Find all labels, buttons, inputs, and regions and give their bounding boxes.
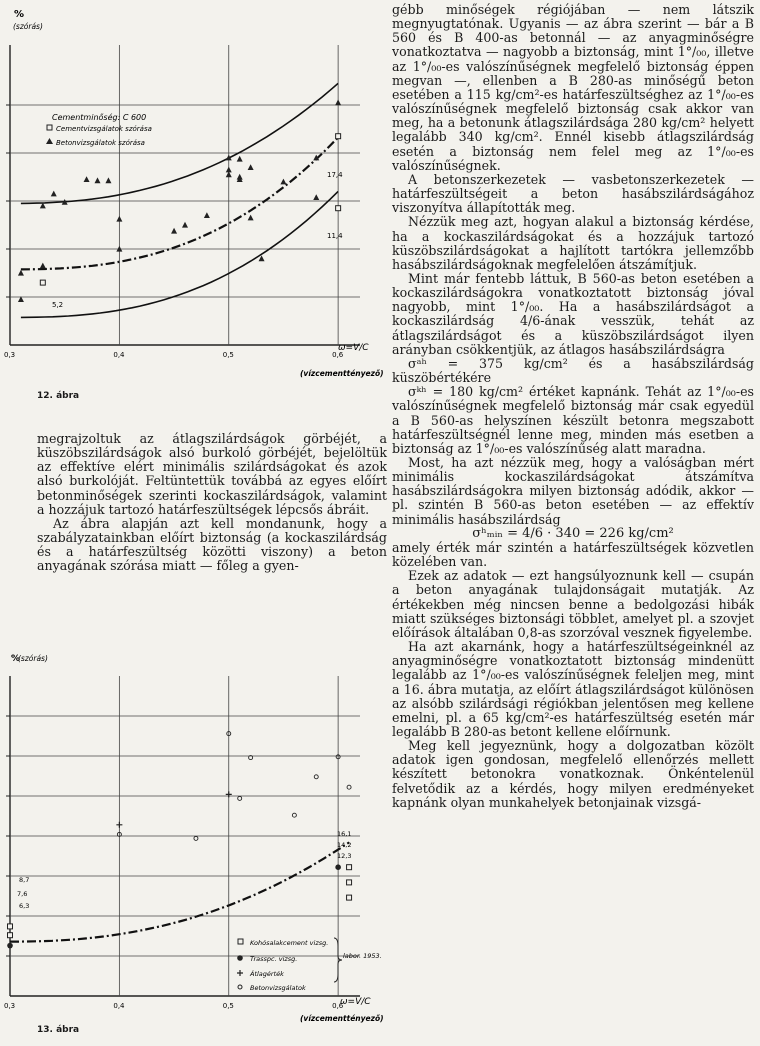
f13-point-circle [194,836,198,840]
fig13-legend-bracket-label: labor. 1953. [343,952,382,960]
f12-point-triangle [182,222,188,228]
fig13-curves [10,841,352,941]
f12-point-triangle [204,212,210,218]
f13-point-dot [335,864,341,870]
fig13-x-axis-unit: (vízcementtényező) [300,1014,384,1023]
f12-point-triangle [313,194,319,200]
left-paragraph-2: Az ábra alapján azt kell mondanunk, hogy a szabályzatainkban előírt biztonság (a kockaszilárdság és a határfeszültség közötti viszony) a beton anyagának szórása miatt — főleg a gyen- [37,515,387,574]
left-column-text [37,432,387,574]
f12-point-triangle [248,164,254,170]
f12-point-triangle [171,228,177,234]
f13-point-circle [314,775,318,779]
figure-13-chart [0,646,390,1046]
f13-x-tick-label: 0,5 [222,1002,234,1010]
f13-curve-mean [10,841,352,941]
f12-point-triangle [335,99,341,105]
f12-curve-lower [21,191,338,317]
right-paragraph-6: σᵏʰ = 180 kg/cm² értéket kapnánk. Tehát az 1°/₀₀-es valószínűségnek megfelelő biztonság már csak egyedül a B 560-as helyszínen készült betonra megszabott határfeszültségnél lenne meg, minden más esetben a biztonság az 1°/₀₀-es valószínűség alatt maradna. [392,384,754,456]
fig12-x-ticks [4,351,344,359]
right-paragraph-4: Mint már fentebb láttuk, B 560-as beton esetében a kockaszilárdságokra vonatkoztatott biztonság jóval nagyobb, mint 1°/₀₀. Ha a hasábszilárdságot a kockaszilárdság 4/6-ának vesszük, tehát az átlagszilárdságot és a küszöbszilárdságot ilyen arányban csökkentjük, az átlagos hasábszilárdságra [392,270,754,357]
fig13-legend-item-trassz: Trasspc. vizsg. [250,955,298,963]
f12-point-triangle [105,177,111,183]
fig13-annotation-7-6: 7,6 [17,890,28,898]
f13-point-square [347,895,352,900]
f13-x-tick-label: 0,6 [332,1002,344,1010]
fig13-grid [6,676,360,996]
fig13-annotation-12-3: 12,3 [337,852,352,860]
fig13-legend-square-marker [238,939,243,944]
fig13-legend-item-beton: Betonvizsgálatok [250,984,306,992]
fig13-legend-open-circle-marker [238,985,242,989]
f12-x-tick-label: 0,5 [222,351,234,359]
f12-x-tick-label: 0,6 [332,351,344,359]
fig13-annotation-6-3: 6,3 [19,902,30,910]
f12-point-triangle [237,156,243,162]
fig13-legend-item-kohosalak: Kohósalakcement vizsg. [250,939,329,947]
right-paragraph-5: σᵃʰ = 375 kg/cm² és a hasábszilárdság küszöbértékére [392,355,754,386]
f12-point-triangle [95,177,101,183]
fig13-y-axis-label: % [11,654,21,664]
f13-point-circle [238,796,242,800]
f13-point-cross [116,822,122,828]
f12-point-triangle [84,176,90,182]
fig13-x-ticks [4,1002,344,1010]
f12-point-square [40,280,45,285]
figure-12-caption: 12. ábra [37,391,80,401]
right-paragraph-2: A betonszerkezetek — vasbetonszerkezetek — határfeszültségeit a beton hasábszilárdságához viszonyítva állapították meg. [392,171,754,216]
fig12-x-axis-unit: (vízcementtényező) [300,369,384,378]
fig12-legend-square-marker [47,125,52,130]
fig12-legend-item-cement: Cementvizsgálatok szórása [56,125,152,133]
f12-point-triangle [51,191,57,197]
fig13-legend-item-atlag: Átlagérték [250,970,284,978]
right-paragraph-8: amely érték már szintén a határfeszültségek közvetlen közelében van. [392,539,754,570]
fig12-y-axis-unit: (szórás) [13,22,43,31]
fig13-annotation-8-7: 8,7 [19,876,30,884]
fig12-y-axis-label: % [14,9,25,20]
fig13-annotation-16-1: 16,1 [337,830,352,838]
f13-point-dot [7,943,13,949]
fig13-legend-cross-marker [237,970,243,976]
f13-point-square [8,924,13,929]
f12-point-triangle [280,179,286,185]
f13-point-cross [226,791,232,797]
fig12-annotation-17-4: 17,4 [327,171,343,179]
f12-x-tick-label: 0,4 [113,351,125,359]
right-paragraph-1: gébb minőségek régiójában — nem látszik megnyugtatónak. Ugyanis — az ábra szerint — bár a B 560 és B 400-as betonnál — az anyagminőségre vonatkoztatva — nagyobb a biztonság, mint 1°/₀₀, illetve az 1°/₀₀-es valószínűségnek megfelelő biztonság éppen megvan —, ellenben a B 280-as minőségű beton esetében a 115 kg/cm²-es határfeszültséghez az 1°/₀₀-es valószínűségnek megfelelő biztonság csak akkor van meg, ha a betonunk átlagszilárdsága 280 kg/cm² helyett legalább 340 kg/cm². Ennél kisebb átlagszilárdság esetén a biztonság nem felel meg az 1°/₀₀-es valószínűségnek. [392,2,754,173]
f13-x-tick-label: 0,3 [4,1002,16,1010]
f12-point-square [336,206,341,211]
f12-point-triangle [226,167,232,173]
f12-point-triangle [248,215,254,221]
fig12-grid [6,45,360,345]
fig12-legend-title: Cementminőség: C 600 [52,113,147,122]
fig12-x-axis-label: ω=V/C [338,343,369,353]
fig13-x-axis-label: ω=V/C [340,997,371,1007]
f12-point-square [336,134,341,139]
formula-min-strength: σʰₘᵢₙ = 4/6 · 340 = 226 kg/cm² [472,525,674,541]
f12-point-triangle [116,216,122,222]
f12-x-tick-label: 0,3 [4,351,16,359]
figure-13-caption: 13. ábra [37,1025,80,1035]
f12-point-triangle [18,270,24,276]
right-paragraph-9: Ezek az adatok — ezt hangsúlyoznunk kell — csupán a beton anyagának tulajdonságait mutatják. Az értékekben még nincsen benne a bedolgozási hibák miatt szükséges biztonsági többlet, amelyet pl. a szovjet előírások általában 0,8-as szorzóval vesznek figyelembe. [392,568,754,640]
f13-point-square [8,933,13,938]
fig13-annotation-14-2: 14,2 [337,841,352,849]
f12-point-triangle [40,263,46,269]
f13-point-circle [292,813,296,817]
right-paragraph-10: Ha azt akarnánk, hogy a határfeszültségeinknél az anyagminőségre vonatkoztatott biztonság mindenütt legalább az 1°/₀₀-es valószínűségnek feleljen meg, mint a 16. ábra mutatja, az előírt átlagszilárdságot különösen az alsóbb szilárdsági régiókban jelentősen meg kellene emelni, pl. a 65 kg/cm²-es határfeszültség esetén már legalább B 280-as betont kellene előírnunk. [392,639,754,739]
fig13-y-axis-unit: (szórás) [18,654,48,663]
f12-curve-mean [21,137,338,269]
fig12-legend-triangle-marker [46,138,53,144]
figure-12-chart [0,0,390,415]
f13-x-tick-label: 0,4 [113,1002,125,1010]
fig12-annotation-11-4: 11,4 [327,232,343,240]
right-column-text [392,3,754,810]
left-paragraph-1: megrajzoltuk az átlagszilárdságok görbéjét, a küszöbszilárdságok alsó burkoló görbéjét, bejelöltük az effektíve elért minimális szilárdságokat és azok alsó burkolóját. Feltüntettük továbbá az egyes előírt betonminőségek szerinti kockaszilárdságok, valamint a hozzájuk tartozó határfeszültségek lépcsős ábráit. [37,431,387,517]
right-paragraph-11: Meg kell jegyeznünk, hogy a dolgozatban közölt adatok igen gondosan, megfelelő ellenőrzés mellett készített betonokra vonatkoznak. Önkéntelenül felvetődik az a kérdés, hogy milyen eredményeket kapnánk olyan munkahelyek betonjainak vizsgá- [392,738,754,810]
fig12-legend-item-beton: Betonvizsgálatok szórása [56,139,145,147]
fig12-annotation-5-2: 5,2 [52,301,64,309]
f13-point-square [347,880,352,885]
f13-point-square [347,865,352,870]
fig13-legend-filled-dot-marker [237,955,243,961]
right-paragraph-7: Most, ha azt nézzük meg, hogy a valóságban mért minimális kockaszilárdságokat átszámítva hasábszilárdságokra milyen biztonság adódik, akkor — pl. szintén B 560-as beton esetében — az effektív minimális hasábszilárdság [392,455,754,527]
right-paragraph-3: Nézzük meg azt, hogyan alakul a biztonság kérdése, ha a kockaszilárdságokat és a hozzájuk tartozó küszöbszilárdságokat a hajlított tartókra jellemzőbb hasábszilárdságoknak megfelelően átszámítjuk. [392,214,754,272]
f13-point-circle [347,785,351,789]
